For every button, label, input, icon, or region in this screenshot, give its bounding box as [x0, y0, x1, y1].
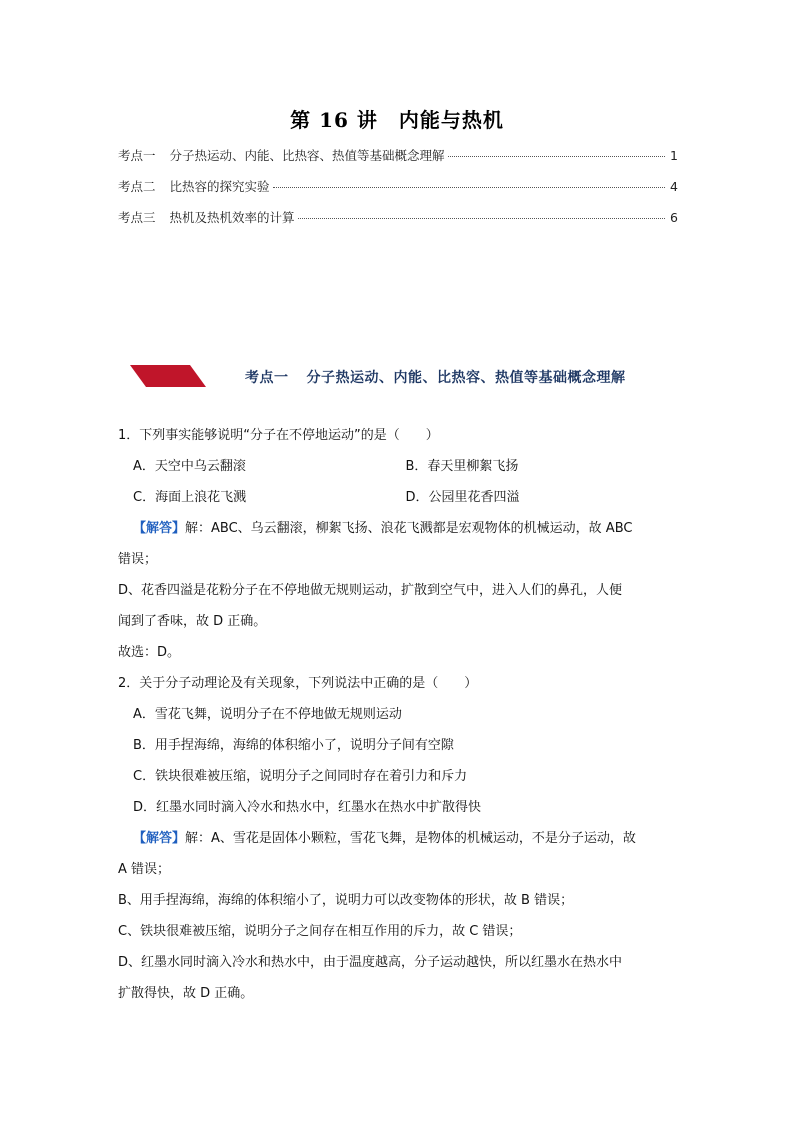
question-2-stem: 2．关于分子动理论及有关现象，下列说法中正确的是（ ）	[118, 676, 478, 691]
question-1-answer-line: 闻到了香味，故 D 正确。	[118, 614, 267, 629]
question-2-option-c: C．铁块很难被压缩，说明分子之间同时存在着引力和斥力	[133, 769, 468, 784]
toc-entry[interactable]	[118, 208, 678, 239]
toc-entry-title: 分子热运动、内能、比热容、热值等基础概念理解	[169, 148, 445, 163]
answer-tag: 【解答】	[133, 521, 186, 536]
question-1-options-row	[118, 451, 678, 482]
toc-entry[interactable]	[118, 177, 678, 208]
toc-entry-page: 1	[670, 148, 678, 163]
answer-text: 解：ABC、乌云翻滚，柳絮飞扬、浪花飞溅都是宏观物体的机械运动，故 ABC	[185, 521, 633, 536]
question-2-answer-line: A 错误；	[118, 862, 171, 877]
question-1-answer-line: 故选：D。	[118, 645, 181, 660]
section-label: 考点一	[245, 370, 289, 386]
toc-entry-title: 比热容的探究实验	[169, 179, 270, 194]
question-2-answer-line: D、红墨水同时滴入冷水和热水中，由于温度越高，分子运动越快，所以红墨水在热水中	[118, 955, 623, 970]
section-title	[245, 367, 626, 387]
question-1-option-b: B．春天里柳絮飞扬	[405, 459, 519, 474]
question-1-answer-line: D、花香四溢是花粉分子在不停地做无规则运动，扩散到空气中，进入人们的鼻孔，人便	[118, 583, 623, 598]
question-2-option-a: A．雪花飞舞，说明分子在不停地做无规则运动	[133, 707, 402, 722]
toc-entry-label: 考点二	[118, 179, 156, 194]
toc-entry-title: 热机及热机效率的计算	[169, 210, 295, 225]
answer-text: 解：A、雪花是固体小颗粒，雪花飞舞，是物体的机械运动，不是分子运动，故	[185, 831, 636, 846]
question-1-option-a: A．天空中乌云翻滚	[133, 459, 246, 474]
toc-entry-page: 4	[670, 179, 678, 194]
question-2-answer-line	[118, 823, 678, 854]
toc-entry[interactable]	[118, 146, 678, 177]
section-banner-icon	[130, 365, 206, 387]
answer-tag: 【解答】	[133, 831, 186, 846]
toc-leader-dots	[298, 218, 665, 219]
question-2-answer-line: 扩散得快，故 D 正确。	[118, 986, 254, 1001]
toc-leader-dots	[448, 156, 665, 157]
question-1-stem: 1．下列事实能够说明“分子在不停地运动”的是（ ）	[118, 428, 439, 443]
question-1-option-c: C．海面上浪花飞溅	[133, 490, 247, 505]
table-of-contents	[118, 146, 678, 239]
question-1-options-row	[118, 482, 678, 513]
section-header	[130, 364, 690, 388]
toc-entry-label: 考点一	[118, 148, 156, 163]
section-title-text: 分子热运动、内能、比热容、热值等基础概念理解	[306, 370, 626, 386]
toc-entry-label: 考点三	[118, 210, 156, 225]
question-1-answer-line	[118, 513, 678, 544]
toc-entry-page: 6	[670, 210, 678, 225]
question-2-option-d: D．红墨水同时滴入冷水和热水中，红墨水在热水中扩散得快	[133, 800, 482, 815]
page-title: 第 16 讲 内能与热机	[290, 108, 504, 132]
question-1-option-d: D．公园里花香四溢	[405, 490, 520, 505]
question-2-answer-line: B、用手捏海绵，海绵的体积缩小了，说明力可以改变物体的形状，故 B 错误；	[118, 893, 574, 908]
toc-leader-dots	[273, 187, 665, 188]
question-2-answer-line: C、铁块很难被压缩，说明分子之间存在相互作用的斥力，故 C 错误；	[118, 924, 522, 939]
question-content	[118, 420, 678, 1009]
question-1-answer-line: 错误；	[118, 552, 158, 567]
question-2-option-b: B．用手捏海绵，海绵的体积缩小了，说明分子间有空隙	[133, 738, 454, 753]
